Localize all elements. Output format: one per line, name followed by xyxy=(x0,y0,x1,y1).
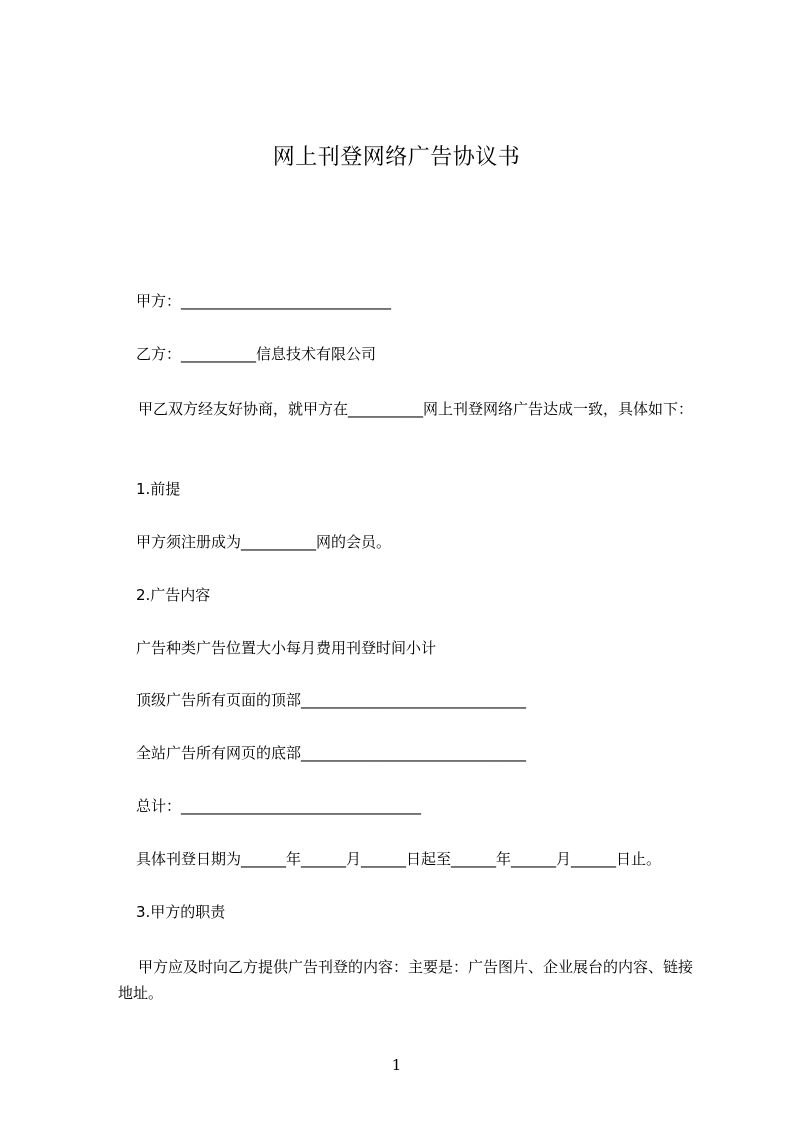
ad-row-site: 全站广告所有网页的底部______________________________ xyxy=(136,744,527,762)
section-2-heading: 2.广告内容 xyxy=(136,586,211,604)
page-number: 1 xyxy=(391,1056,402,1074)
party-a-line: 甲方：____________________________ xyxy=(136,292,392,310)
period-line: 具体刊登日期为______年______月______日起至______年______月______日止。 xyxy=(136,850,662,868)
section-1-heading: 1.前提 xyxy=(136,480,181,498)
total-line: 总计：________________________________ xyxy=(136,797,422,815)
ad-row-top: 顶级广告所有页面的顶部______________________________ xyxy=(136,691,527,709)
intro-paragraph: 甲乙双方经友好协商，就甲方在__________网上刊登网络广告达成一致，具体如下： xyxy=(138,400,694,418)
section-3-text: 甲方应及时向乙方提供广告刊登的内容：主要是：广告图片、企业展台的内容、链接地址。 xyxy=(118,958,694,1002)
document-title: 网上刊登网络广告协议书 xyxy=(272,145,521,170)
section-3-heading: 3.甲方的职责 xyxy=(136,903,226,921)
ad-table-header: 广告种类广告位置大小每月费用刊登时间小计 xyxy=(136,639,437,657)
section-1-text: 甲方须注册成为__________网的会员。 xyxy=(136,533,392,551)
party-b-line: 乙方：__________信息技术有限公司 xyxy=(136,345,377,363)
